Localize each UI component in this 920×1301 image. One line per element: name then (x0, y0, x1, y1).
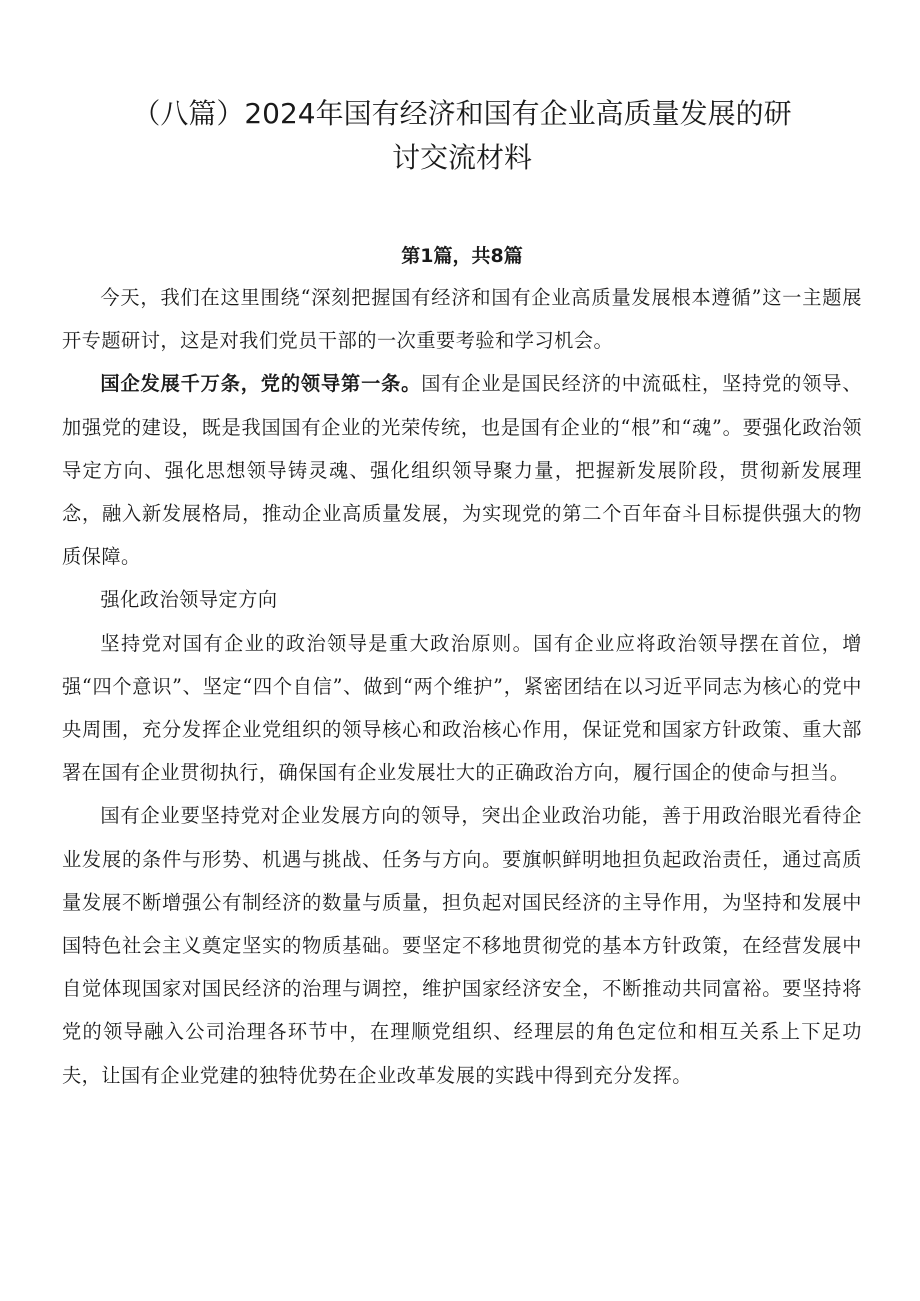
document-page (62, 92, 862, 1097)
document-title-line-1: （八篇）2024年国有经济和国有企业高质量发展的研 (132, 97, 792, 130)
intro-paragraph-text: 今天，我们在这里围绕“深刻把握国有经济和国有企业高质量发展根本遵循”这一主题展开专题研讨，这是对我们党员干部的一次重要考验和学习机会。 (62, 286, 862, 353)
intro-paragraph (62, 276, 862, 362)
leadership-paragraph-text: 国有企业是国民经济的中流砥柱，坚持党的领导、加强党的建设，既是我国国有企业的光荣传统，也是国有企业的“根”和“魂”。要强化政治领导定方向、强化思想领导铸灵魂、强化组织领导聚力量，把握新发展阶段，贯彻新发展理念，融入新发展格局，推动企业高质量发展，为实现党的第二个百年奋斗目标提供强大的物质保障。 (62, 372, 863, 569)
body-paragraph-2: 国有企业要坚持党对企业发展方向的领导，突出企业政治功能，善于用政治眼光看待企业发展的条件与形势、机遇与挑战、任务与方向。要旗帜鲜明地担负起政治责任，通过高质量发展不断增强公有制经济的数量与质量，担负起对国民经济的主导作用，为坚持和发展中国特色社会主义奠定坚实的物质基础。要坚定不移地贯彻党的基本方针政策，在经营发展中自觉体现国家对国民经济的治理与调控，维护国家经济安全，不断推动共同富裕。要坚持将党的领导融入公司治理各环节中，在理顺党组织、经理层的角色定位和相互关系上下足功夫，让国有企业党建的独特优势在企业改革发展的实践中得到充分发挥。 (62, 804, 862, 1087)
body-paragraph-1: 坚持党对国有企业的政治领导是重大政治原则。国有企业应将政治领导摆在首位，增强“四个意识”、坚定“四个自信”、做到“两个维护”，紧密团结在以习近平同志为核心的党中央周围，充分发挥企业党组织的领导核心和政治核心作用，保证党和国家方针政策、重大部署在国有企业贯彻执行，确保国有企业发展壮大的正确政治方向，履行国企的使命与担当。 (62, 631, 862, 785)
leadership-paragraph-lead: 国企发展千万条，党的领导第一条。 (100, 372, 422, 396)
part-heading: 第1篇，共8篇 (401, 245, 523, 267)
document-title-line-2: 讨交流材料 (391, 141, 532, 174)
leadership-paragraph (62, 362, 862, 578)
document-title (62, 92, 862, 180)
section-subheading: 强化政治领导定方向 (100, 588, 278, 612)
